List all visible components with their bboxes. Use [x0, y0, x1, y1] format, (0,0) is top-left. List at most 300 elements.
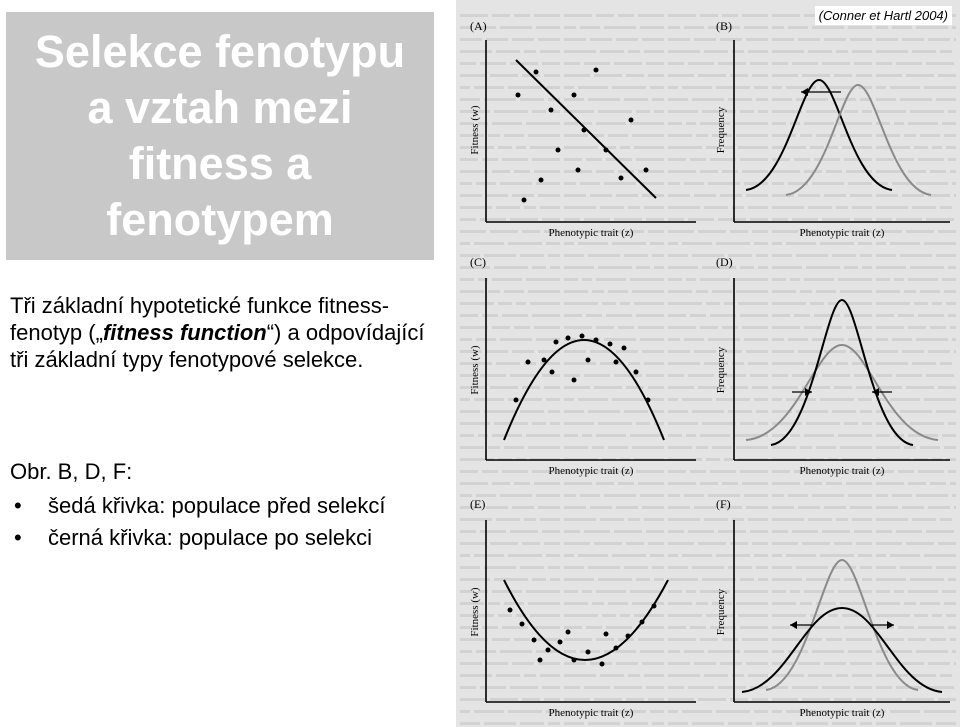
texture-stroke [668, 710, 678, 713]
texture-stroke [730, 698, 748, 701]
texture-stroke [832, 98, 856, 101]
texture-stroke [924, 86, 956, 89]
texture-stroke [924, 710, 956, 713]
texture-stroke [596, 278, 626, 281]
texture-stroke [700, 326, 718, 329]
texture-stroke [594, 74, 622, 77]
texture-stroke [486, 38, 508, 41]
texture-stroke [590, 194, 612, 197]
texture-stroke [642, 350, 664, 353]
panel-d-ylabel: Frequency [715, 346, 727, 394]
texture-stroke [738, 302, 768, 305]
texture-stroke [824, 194, 846, 197]
texture-stroke [910, 578, 944, 581]
texture-stroke [600, 674, 624, 677]
texture-stroke [492, 14, 510, 17]
texture-stroke [614, 218, 642, 221]
texture-stroke [612, 554, 646, 557]
texture-stroke [716, 398, 750, 401]
texture-stroke [738, 614, 768, 617]
texture-stroke [952, 494, 956, 497]
texture-stroke [668, 110, 698, 113]
texture-stroke [488, 290, 500, 293]
texture-stroke [596, 14, 614, 17]
texture-stroke [524, 518, 536, 521]
texture-stroke [772, 326, 800, 329]
texture-stroke [508, 398, 542, 401]
texture-stroke [716, 554, 750, 557]
texture-stroke [804, 326, 822, 329]
texture-stroke [460, 722, 480, 725]
texture-stroke [490, 542, 518, 545]
texture-stroke [772, 182, 784, 185]
texture-stroke [790, 278, 800, 281]
texture-stroke [668, 50, 700, 53]
texture-stroke [490, 698, 518, 701]
texture-stroke [682, 710, 712, 713]
texture-stroke [728, 566, 752, 569]
texture-stroke [564, 182, 576, 185]
texture-stroke [682, 398, 712, 401]
texture-stroke [950, 170, 956, 173]
texture-stroke [504, 602, 524, 605]
texture-stroke [504, 290, 524, 293]
texture-stroke [758, 266, 768, 269]
texture-stroke [618, 14, 634, 17]
texture-stroke [836, 50, 848, 53]
texture-stroke [900, 254, 932, 257]
texture-stroke [668, 590, 682, 593]
texture-stroke [918, 314, 944, 317]
texture-stroke [500, 182, 532, 185]
texture-stroke [876, 290, 900, 293]
texture-stroke [928, 506, 950, 509]
texture-stroke [692, 722, 724, 725]
texture-stroke [636, 110, 650, 113]
texture-stroke [772, 38, 794, 41]
texture-stroke [902, 194, 924, 197]
texture-stroke [598, 266, 632, 269]
texture-stroke [598, 110, 632, 113]
texture-stroke [860, 410, 872, 413]
texture-stroke [908, 278, 938, 281]
texture-stroke [644, 50, 664, 53]
texture-stroke [594, 698, 622, 701]
texture-stroke [876, 62, 892, 65]
texture-stroke [668, 686, 684, 689]
texture-stroke [772, 518, 804, 521]
texture-stroke [644, 674, 664, 677]
texture-stroke [772, 314, 790, 317]
texture-stroke [730, 74, 748, 77]
texture-stroke [772, 722, 792, 725]
texture-stroke [752, 698, 768, 701]
texture-stroke [852, 518, 872, 521]
texture-stroke [810, 302, 824, 305]
texture-stroke [614, 530, 642, 533]
texture-stroke [578, 86, 608, 89]
texture-stroke [920, 446, 940, 449]
texture-stroke [460, 170, 488, 173]
texture-stroke [596, 122, 626, 125]
texture-stroke [896, 530, 922, 533]
texture-stroke [876, 50, 908, 53]
texture-stroke [836, 674, 848, 677]
texture-stroke [946, 302, 956, 305]
panel-f-letter: (F) [716, 497, 731, 511]
texture-stroke [742, 170, 768, 173]
texture-stroke [460, 302, 494, 305]
texture-stroke [896, 374, 922, 377]
texture-stroke [504, 446, 524, 449]
texture-stroke [822, 374, 850, 377]
texture-stroke [876, 590, 890, 593]
texture-stroke [772, 626, 790, 629]
texture-stroke [668, 578, 698, 581]
texture-stroke [706, 302, 720, 305]
texture-stroke [820, 86, 854, 89]
texture-stroke [926, 374, 954, 377]
texture-stroke [942, 278, 956, 281]
texture-stroke [948, 110, 956, 113]
texture-stroke [788, 26, 808, 29]
texture-stroke [852, 674, 872, 677]
texture-stroke [900, 566, 932, 569]
texture-stroke [460, 314, 478, 317]
texture-stroke [522, 386, 540, 389]
texture-stroke [510, 218, 538, 221]
texture-stroke [532, 110, 546, 113]
texture-stroke [544, 386, 560, 389]
texture-stroke [644, 362, 664, 365]
texture-stroke [832, 254, 856, 257]
texture-stroke [524, 206, 536, 209]
texture-stroke [906, 74, 934, 77]
texture-stroke [898, 626, 914, 629]
texture-stroke [728, 410, 752, 413]
texture-stroke [490, 230, 518, 233]
texture-stroke [588, 254, 620, 257]
texture-stroke [924, 398, 956, 401]
texture-stroke [638, 14, 664, 17]
texture-stroke [592, 446, 604, 449]
texture-stroke [954, 194, 956, 197]
texture-stroke [588, 410, 620, 413]
texture-stroke [460, 278, 474, 281]
texture-stroke [620, 302, 630, 305]
texture-stroke [640, 26, 664, 29]
texture-stroke [626, 698, 644, 701]
texture-stroke [620, 146, 630, 149]
texture-stroke [632, 446, 664, 449]
texture-stroke [600, 362, 624, 365]
texture-stroke [460, 74, 486, 77]
texture-stroke [912, 518, 936, 521]
texture-stroke [734, 278, 768, 281]
texture-stroke [862, 578, 872, 581]
texture-stroke [738, 146, 768, 149]
texture-stroke [650, 86, 664, 89]
texture-stroke [592, 290, 604, 293]
texture-stroke [728, 722, 752, 725]
texture-stroke [696, 602, 708, 605]
texture-stroke [876, 422, 906, 425]
panel-b-before-curve [786, 85, 931, 195]
texture-stroke [484, 410, 516, 413]
texture-stroke [918, 158, 944, 161]
texture-stroke [594, 542, 622, 545]
texture-stroke [722, 14, 738, 17]
texture-stroke [628, 674, 640, 677]
texture-stroke [944, 134, 956, 137]
panel-e-ylabel: Fitness (w) [469, 587, 481, 637]
texture-stroke [460, 542, 486, 545]
panel-b-letter: (B) [716, 19, 732, 33]
texture-stroke [548, 410, 560, 413]
texture-stroke [564, 38, 586, 41]
texture-stroke [544, 74, 560, 77]
texture-stroke [862, 266, 872, 269]
texture-stroke [540, 362, 560, 365]
texture-stroke [744, 338, 768, 341]
texture-stroke [460, 158, 478, 161]
texture-stroke [948, 266, 956, 269]
texture-stroke [460, 662, 482, 665]
texture-stroke [722, 482, 738, 485]
texture-stroke [498, 614, 512, 617]
texture-stroke [512, 38, 534, 41]
texture-stroke [616, 38, 638, 41]
texture-stroke [712, 446, 732, 449]
texture-stroke [668, 146, 702, 149]
texture-stroke [754, 398, 768, 401]
texture-stroke [736, 134, 768, 137]
texture-stroke [588, 566, 620, 569]
texture-stroke [522, 542, 540, 545]
texture-stroke [716, 86, 750, 89]
intro-emphasis: fitness function [102, 320, 267, 345]
texture-stroke [740, 626, 768, 629]
texture-stroke [906, 542, 934, 545]
texture-stroke [564, 686, 580, 689]
texture-stroke [582, 434, 592, 437]
texture-stroke [730, 386, 748, 389]
texture-stroke [474, 86, 504, 89]
texture-stroke [700, 434, 730, 437]
texture-stroke [940, 50, 952, 53]
texture-stroke [538, 38, 560, 41]
texture-stroke [810, 146, 824, 149]
texture-stroke [564, 662, 586, 665]
texture-stroke [758, 578, 768, 581]
texture-stroke [668, 194, 690, 197]
texture-stroke [564, 158, 582, 161]
texture-stroke [876, 506, 898, 509]
texture-stroke [514, 170, 530, 173]
texture-stroke [542, 686, 560, 689]
texture-stroke [634, 302, 664, 305]
panel-f-xlabel: Phenotypic trait (z) [799, 707, 885, 719]
texture-stroke [460, 674, 492, 677]
texture-stroke [876, 638, 904, 641]
texture-stroke [668, 446, 692, 449]
texture-stroke [812, 494, 844, 497]
texture-stroke [820, 398, 854, 401]
texture-stroke [640, 494, 664, 497]
texture-stroke [624, 254, 648, 257]
texture-stroke [876, 374, 892, 377]
texture-stroke [746, 506, 768, 509]
texture-stroke [524, 674, 536, 677]
panel-e-xlabel: Phenotypic trait (z) [548, 707, 634, 719]
texture-stroke [712, 290, 732, 293]
texture-stroke [910, 266, 944, 269]
texture-stroke [668, 278, 682, 281]
texture-stroke [564, 446, 588, 449]
texture-stroke [826, 482, 842, 485]
texture-stroke [650, 554, 664, 557]
texture-stroke [786, 242, 816, 245]
texture-stroke [636, 470, 664, 473]
texture-stroke [700, 170, 718, 173]
texture-stroke [892, 338, 912, 341]
texture-stroke [898, 470, 914, 473]
texture-stroke [876, 350, 898, 353]
texture-stroke [904, 446, 916, 449]
texture-stroke [698, 542, 726, 545]
texture-stroke [702, 422, 736, 425]
texture-stroke [654, 110, 664, 113]
texture-stroke [652, 722, 664, 725]
texture-stroke [904, 134, 916, 137]
texture-stroke [480, 374, 506, 377]
texture-stroke [636, 266, 650, 269]
texture-stroke [508, 554, 542, 557]
texture-stroke [630, 590, 664, 593]
texture-stroke [460, 686, 476, 689]
texture-stroke [710, 158, 736, 161]
texture-stroke [502, 626, 528, 629]
texture-stroke [596, 590, 626, 593]
texture-stroke [772, 698, 798, 701]
texture-stroke [690, 314, 706, 317]
texture-stroke [636, 422, 650, 425]
texture-stroke [586, 314, 602, 317]
texture-stroke [912, 206, 936, 209]
texture-stroke [668, 98, 688, 101]
texture-stroke [532, 578, 546, 581]
texture-stroke [596, 482, 614, 485]
texture-stroke [730, 542, 748, 545]
texture-stroke [876, 206, 908, 209]
texture-stroke [850, 662, 872, 665]
title-box [6, 12, 434, 260]
texture-stroke [460, 698, 486, 701]
texture-stroke [616, 194, 638, 197]
texture-stroke [484, 98, 516, 101]
texture-stroke [944, 602, 956, 605]
texture-stroke [628, 50, 640, 53]
texture-stroke [520, 98, 544, 101]
texture-stroke [564, 542, 590, 545]
texture-stroke [608, 602, 628, 605]
texture-stroke [792, 686, 818, 689]
texture-stroke [772, 86, 782, 89]
texture-stroke [460, 38, 482, 41]
texture-stroke [540, 206, 560, 209]
texture-stroke [668, 158, 686, 161]
texture-stroke [460, 242, 470, 245]
texture-stroke [876, 602, 900, 605]
texture-stroke [598, 422, 632, 425]
texture-stroke [826, 638, 842, 641]
texture-stroke [578, 242, 608, 245]
texture-stroke [786, 554, 816, 557]
texture-stroke [564, 122, 578, 125]
texture-stroke [752, 542, 768, 545]
texture-stroke [736, 602, 768, 605]
texture-stroke [902, 350, 924, 353]
texture-stroke [594, 386, 622, 389]
texture-stroke [834, 542, 852, 545]
texture-stroke [582, 122, 592, 125]
texture-stroke [860, 566, 872, 569]
texture-stroke [772, 530, 788, 533]
texture-stroke [772, 290, 796, 293]
texture-stroke [824, 662, 846, 665]
texture-stroke [772, 446, 796, 449]
texture-stroke [500, 494, 532, 497]
texture-stroke [642, 662, 664, 665]
texture-stroke [564, 326, 592, 329]
texture-stroke [508, 242, 542, 245]
texture-stroke [772, 386, 798, 389]
texture-stroke [508, 86, 542, 89]
texture-stroke [772, 278, 786, 281]
texture-stroke [548, 254, 560, 257]
texture-stroke [804, 434, 834, 437]
texture-stroke [532, 314, 560, 317]
texture-stroke [876, 74, 902, 77]
texture-stroke [584, 218, 610, 221]
texture-stroke [564, 194, 586, 197]
texture-stroke [542, 62, 560, 65]
texture-stroke [682, 554, 712, 557]
texture-stroke [808, 674, 832, 677]
texture-stroke [824, 38, 846, 41]
texture-stroke [704, 518, 728, 521]
texture-stroke [564, 290, 588, 293]
texture-stroke [636, 314, 664, 317]
texture-stroke [772, 50, 804, 53]
texture-stroke [848, 650, 872, 653]
texture-stroke [820, 554, 854, 557]
panel-b-arrow-head [801, 88, 808, 96]
texture-stroke [900, 722, 932, 725]
texture-stroke [750, 218, 768, 221]
texture-stroke [920, 290, 940, 293]
texture-stroke [564, 374, 580, 377]
texture-stroke [564, 722, 584, 725]
texture-stroke [564, 302, 598, 305]
texture-stroke [910, 422, 944, 425]
texture-stroke [496, 518, 520, 521]
texture-stroke [668, 410, 688, 413]
texture-stroke [564, 218, 580, 221]
texture-stroke [920, 134, 940, 137]
texture-stroke [690, 626, 706, 629]
texture-stroke [772, 566, 792, 569]
